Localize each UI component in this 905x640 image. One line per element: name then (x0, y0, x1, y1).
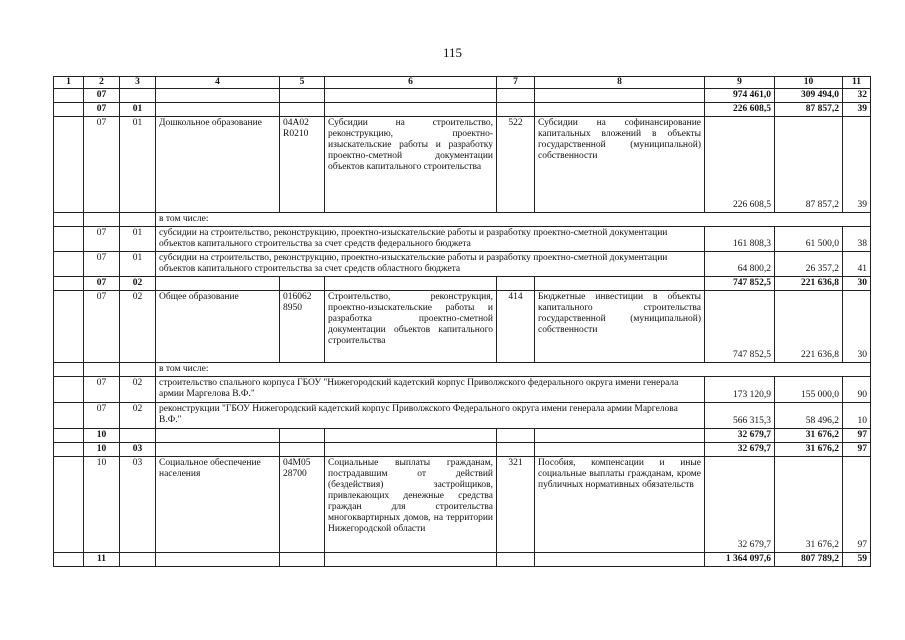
table-row (54, 377, 871, 403)
table-row (54, 252, 871, 277)
header-cell: 1 (54, 77, 84, 89)
page-number: 115 (442, 45, 463, 60)
target-article: 016062 8950 (280, 291, 325, 363)
expense-type-name: Пособия, компенсации и иные социальные выплаты гражданам, кроме публичных нормативных обязательств (535, 457, 705, 553)
section-code: 07 (84, 277, 120, 291)
subsection-code: 01 (120, 117, 156, 213)
table-row (54, 103, 871, 117)
subsection-code: 01 (120, 103, 156, 117)
header-cell: 6 (325, 77, 497, 89)
amount-plan: 32 679,7 (705, 457, 775, 553)
table-row (54, 213, 871, 227)
subsection-name: Общее образование (156, 291, 280, 363)
section-code: 10 (84, 429, 120, 443)
amount-plan: 226 608,5 (705, 103, 775, 117)
amount-plan: 32 679,7 (705, 443, 775, 457)
section-code: 07 (84, 291, 120, 363)
subsection-code: 01 (120, 227, 156, 252)
percent: 97 (843, 457, 871, 553)
expense-type-name: Субсидии на софинансирование капитальных вложений в объекты государственной (муниципальной) собственности (535, 117, 705, 213)
expense-type-name: Бюджетные инвестиции в объекты капитального строительства государственной (муниципальной) собственности (535, 291, 705, 363)
expense-type-code: 414 (497, 291, 535, 363)
subsection-code: 02 (120, 291, 156, 363)
section-code: 11 (84, 553, 120, 567)
amount-plan: 32 679,7 (705, 429, 775, 443)
subsection-code: 02 (120, 377, 156, 403)
section-code: 07 (84, 377, 120, 403)
percent: 41 (843, 252, 871, 277)
amount-actual: 221 636,8 (775, 291, 843, 363)
percent: 32 (843, 89, 871, 103)
amount-actual: 31 676,2 (775, 457, 843, 553)
amount-plan: 226 608,5 (705, 117, 775, 213)
budget-table (53, 76, 871, 567)
item-description: реконструкции "ГБОУ Нижегородский кадетский корпус Приволжского Федерального округа имени генерала армии Маргелова В.Ф." (156, 403, 705, 429)
target-article-name: Субсидии на строительство, реконструкцию, проектно-изыскательские работы и разработку проектно-сметной документации объектов капитального строительства (325, 117, 497, 213)
item-description: субсидии на строительство, реконструкцию, проектно-изыскательские работы и разработку проектно-сметной документации объектов капитального строительства за счет средств федерального бюджета (156, 227, 705, 252)
table-row (54, 291, 871, 363)
amount-actual: 58 496,2 (775, 403, 843, 429)
section-code: 10 (84, 443, 120, 457)
table-row (54, 227, 871, 252)
amount-plan: 747 852,5 (705, 291, 775, 363)
expense-type-code: 522 (497, 117, 535, 213)
target-article: 04А02 R0210 (280, 117, 325, 213)
header-cell: 5 (280, 77, 325, 89)
section-code: 07 (84, 252, 120, 277)
amount-actual: 221 636,8 (775, 277, 843, 291)
percent: 39 (843, 103, 871, 117)
table-row (54, 403, 871, 429)
amount-plan: 64 800,2 (705, 252, 775, 277)
percent: 10 (843, 403, 871, 429)
amount-plan: 974 461,0 (705, 89, 775, 103)
header-cell: 7 (497, 77, 535, 89)
amount-plan: 173 120,9 (705, 377, 775, 403)
header-cell: 10 (775, 77, 843, 89)
section-code: 07 (84, 227, 120, 252)
amount-actual: 61 500,0 (775, 227, 843, 252)
expense-type-code: 321 (497, 457, 535, 553)
section-code: 10 (84, 457, 120, 553)
percent: 30 (843, 277, 871, 291)
amount-actual: 26 357,2 (775, 252, 843, 277)
percent: 38 (843, 227, 871, 252)
subtotal-note: в том числе: (156, 213, 871, 227)
amount-actual: 309 494,0 (775, 89, 843, 103)
section-code: 07 (84, 403, 120, 429)
target-article: 04М05 28700 (280, 457, 325, 553)
subsection-code: 02 (120, 277, 156, 291)
header-cell: 3 (120, 77, 156, 89)
amount-plan: 747 852,5 (705, 277, 775, 291)
header-row (54, 77, 871, 89)
subsection-name: Социальное обеспечение населения (156, 457, 280, 553)
section-code: 07 (84, 117, 120, 213)
table-row (54, 443, 871, 457)
amount-actual: 807 789,2 (775, 553, 843, 567)
amount-actual: 31 676,2 (775, 443, 843, 457)
amount-plan: 1 364 097,6 (705, 553, 775, 567)
item-description: субсидии на строительство, реконструкцию, проектно-изыскательские работы и разработку проектно-сметной документации объектов капитального строительства за счет средств областного бюджета (156, 252, 705, 277)
subsection-code: 03 (120, 457, 156, 553)
percent: 90 (843, 377, 871, 403)
amount-actual: 155 000,0 (775, 377, 843, 403)
table-row (54, 363, 871, 377)
subsection-code: 02 (120, 403, 156, 429)
subsection-name: Дошкольное образование (156, 117, 280, 213)
amount-actual: 31 676,2 (775, 429, 843, 443)
subtotal-note: в том числе: (156, 363, 871, 377)
subsection-code: 01 (120, 252, 156, 277)
section-code: 07 (84, 89, 120, 103)
header-cell: 8 (535, 77, 705, 89)
header-cell: 2 (84, 77, 120, 89)
percent: 97 (843, 429, 871, 443)
table-row (54, 429, 871, 443)
section-code: 07 (84, 103, 120, 117)
amount-actual: 87 857,2 (775, 103, 843, 117)
target-article-name: Социальные выплаты гражданам, пострадавшим от действий (бездействия) застройщиков, привлекающих денежные средства граждан для строительства многоквартирных домов, на территории Нижегородской области (325, 457, 497, 553)
percent: 97 (843, 443, 871, 457)
amount-plan: 566 315,3 (705, 403, 775, 429)
item-description: строительство спального корпуса ГБОУ "Нижегородский кадетский корпус Приволжского федерального округа имени генерала армии Маргелова В.Ф." (156, 377, 705, 403)
amount-plan: 161 808,3 (705, 227, 775, 252)
percent: 59 (843, 553, 871, 567)
table-row-total (54, 553, 871, 567)
percent: 39 (843, 117, 871, 213)
table-row (54, 457, 871, 553)
percent: 30 (843, 291, 871, 363)
header-cell: 9 (705, 77, 775, 89)
header-cell: 11 (843, 77, 871, 89)
table-row (54, 117, 871, 213)
target-article-name: Строительство, реконструкция, проектно-изыскательские работы и разработка проектно-сметной документации объектов капитального строительства (325, 291, 497, 363)
table-row (54, 277, 871, 291)
table-row (54, 89, 871, 103)
amount-actual: 87 857,2 (775, 117, 843, 213)
subsection-code: 03 (120, 443, 156, 457)
header-cell: 4 (156, 77, 280, 89)
